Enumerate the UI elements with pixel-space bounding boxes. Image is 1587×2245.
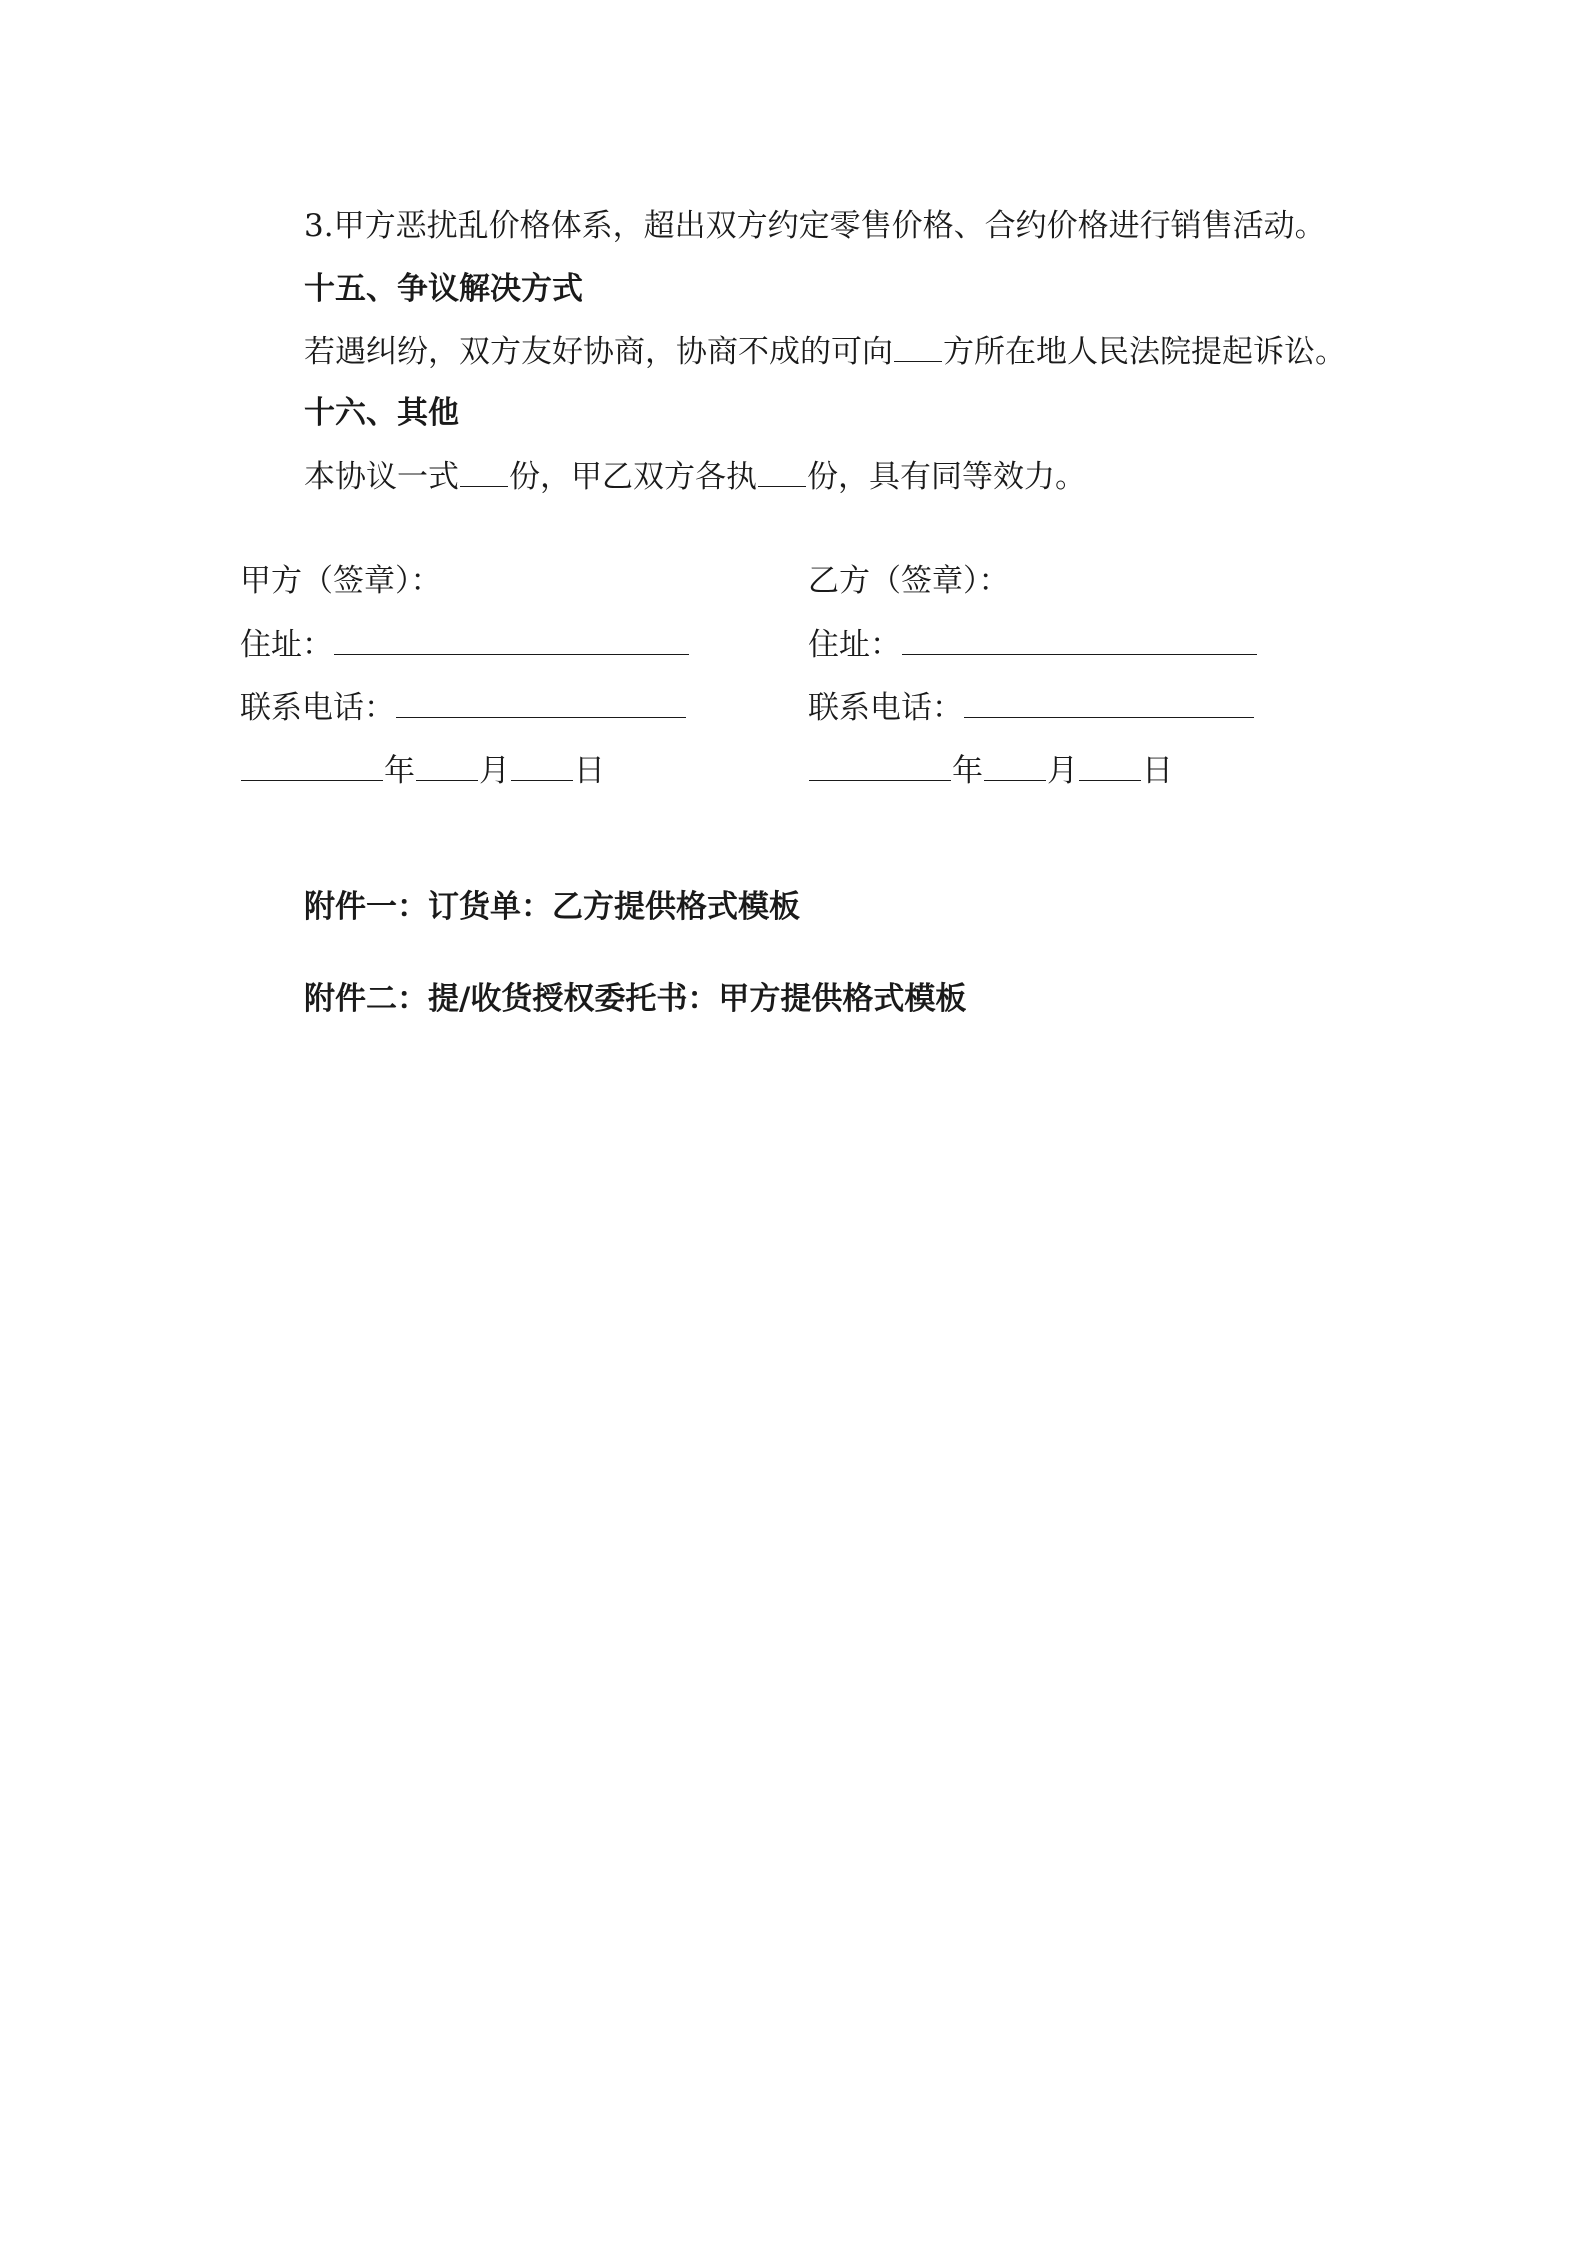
clause-item-3: 3.甲方恶扰乱价格体系，超出双方约定零售价格、合约价格进行销售活动。 [304, 208, 1326, 244]
copies-text-c: 份，具有同等效力。 [807, 459, 1086, 495]
party-a-phone-field[interactable] [396, 687, 686, 718]
heading-dispute-resolution: 十五、争议解决方式 [304, 271, 583, 307]
party-b-month-label: 月 [1047, 753, 1078, 789]
party-b-month-field[interactable] [984, 750, 1046, 781]
attachment-2: 附件二：提/收货授权委托书：甲方提供格式模板 [304, 981, 967, 1017]
party-b-year-field[interactable] [809, 750, 951, 781]
party-a-address-label: 住址： [240, 627, 333, 663]
party-a-address-row [240, 624, 690, 665]
party-a-month-label: 月 [479, 753, 510, 789]
copies-text-b: 份，甲乙双方各执 [509, 459, 757, 495]
total-copies-blank[interactable] [460, 456, 508, 487]
attachment-1: 附件一：订货单：乙方提供格式模板 [304, 889, 800, 925]
party-b-address-field[interactable] [902, 624, 1257, 655]
party-a-year-label: 年 [384, 753, 415, 789]
party-b-address-row [808, 624, 1258, 665]
party-a-year-field[interactable] [241, 750, 383, 781]
party-b-phone-field[interactable] [964, 687, 1254, 718]
party-b-day-field[interactable] [1079, 750, 1141, 781]
each-copies-blank[interactable] [758, 456, 806, 487]
copies-text-a: 本协议一式 [304, 459, 459, 495]
party-b-date-row [808, 750, 1173, 791]
party-a-phone-row [240, 687, 687, 728]
copies-paragraph [304, 456, 1086, 497]
party-b-day-label: 日 [1142, 753, 1173, 789]
party-b-seal-label: 乙方（签章）： [808, 563, 1010, 599]
heading-other: 十六、其他 [304, 395, 459, 431]
party-b-phone-row [808, 687, 1255, 728]
court-party-blank[interactable] [894, 331, 942, 362]
party-a-seal-label: 甲方（签章）： [240, 563, 442, 599]
dispute-resolution-paragraph [304, 331, 1346, 372]
party-a-date-row [240, 750, 605, 791]
party-a-month-field[interactable] [416, 750, 478, 781]
party-a-day-field[interactable] [511, 750, 573, 781]
party-b-address-label: 住址： [808, 627, 901, 663]
party-b-year-label: 年 [952, 753, 983, 789]
dispute-text-post: 方所在地人民法院提起诉讼。 [943, 334, 1346, 370]
party-a-phone-label: 联系电话： [240, 690, 395, 726]
party-a-address-field[interactable] [334, 624, 689, 655]
party-a-day-label: 日 [574, 753, 605, 789]
party-b-phone-label: 联系电话： [808, 690, 963, 726]
dispute-text-pre: 若遇纠纷，双方友好协商，协商不成的可向 [304, 334, 893, 370]
